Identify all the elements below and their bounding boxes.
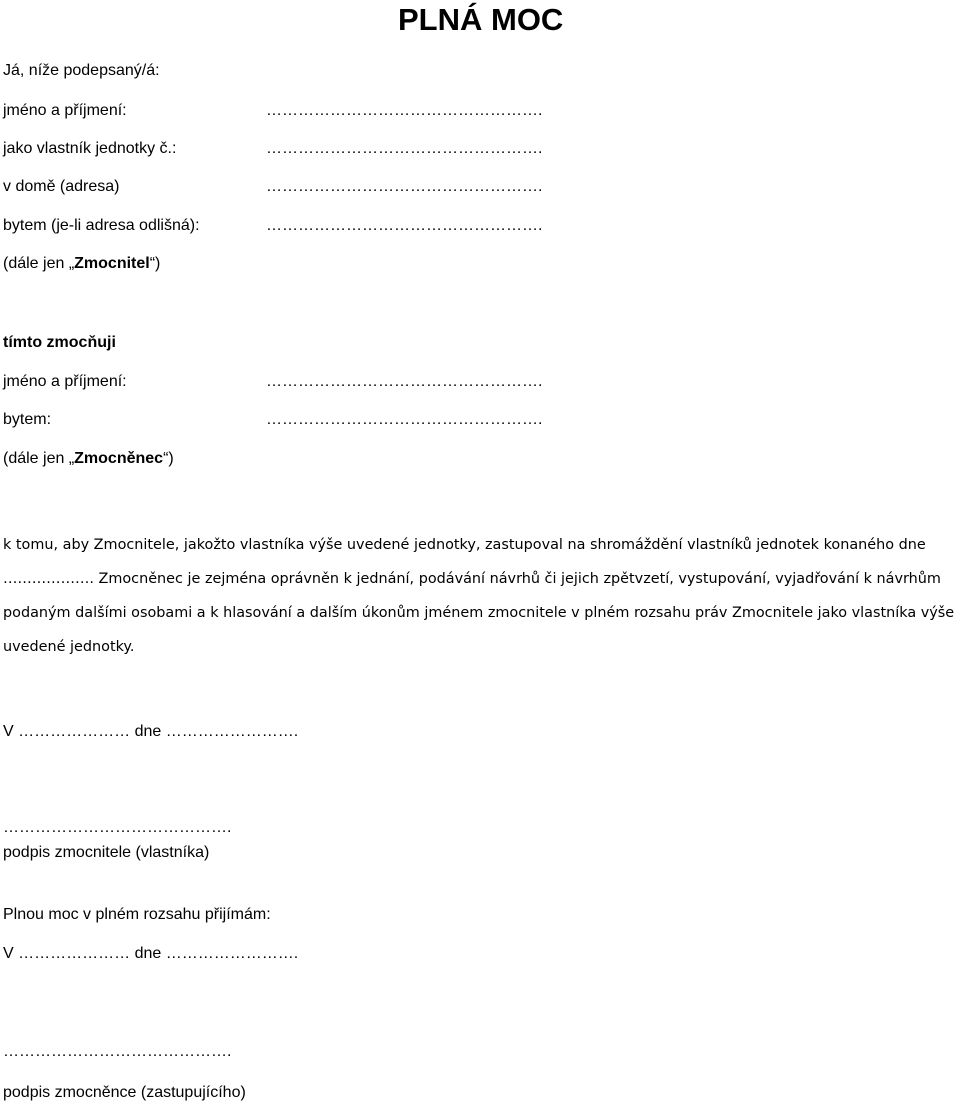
document-title: PLNÁ MOC <box>398 2 564 37</box>
paragraph-line: uvedené jednotky. <box>3 639 135 655</box>
place-date-line-2[interactable]: V ………………… dne ……………………. <box>3 945 299 962</box>
paragraph-line: ………………. Zmocněnec je zejména oprávněn k jednání, podávání návrhů či jejich zpětvzetí, vystupování, vyjadřování k návrhům <box>3 571 941 587</box>
agent-name-field[interactable]: ……………………………………………. <box>266 373 543 390</box>
agent-definition <box>3 449 174 469</box>
signature-line-2[interactable]: ……………………………………. <box>3 1043 232 1060</box>
intro-text: Já, níže podepsaný/á: <box>3 62 160 79</box>
grantor-residence-field[interactable]: ……………………………………………. <box>266 217 543 234</box>
agent-name-label: jméno a příjmení: <box>3 373 127 390</box>
grantor-address-label: v domě (adresa) <box>3 178 120 195</box>
grantor-name-label: jméno a příjmení: <box>3 102 127 119</box>
agent-residence-field[interactable]: ……………………………………………. <box>266 411 543 428</box>
signature-label-2: podpis zmocněnce (zastupujícího) <box>3 1084 246 1101</box>
grantor-def-suffix: “) <box>149 255 161 272</box>
grantor-address-field[interactable]: ……………………………………………. <box>266 178 543 195</box>
paragraph-line: podaným dalšími osobami a k hlasování a dalším úkonům jménem zmocnitele v plném rozsahu práv Zmocnitele jako vlastníka výše <box>3 605 955 621</box>
grantor-def-prefix: (dále jen „ <box>3 255 75 272</box>
acceptance-text: Plnou moc v plném rozsahu přijímám: <box>3 906 271 923</box>
signature-line-1[interactable]: ……………………………………. <box>3 819 232 836</box>
agent-residence-label: bytem: <box>3 411 52 428</box>
grantor-residence-label: bytem (je-li adresa odlišná): <box>3 217 200 234</box>
grantor-unit-label: jako vlastník jednotky č.: <box>3 140 177 157</box>
empower-heading: tímto zmocňuji <box>3 334 116 351</box>
agent-def-term: Zmocněnec <box>74 450 164 467</box>
grantor-unit-field[interactable]: ……………………………………………. <box>266 140 543 157</box>
place-date-line-1[interactable]: V ………………… dne ……………………. <box>3 723 299 740</box>
agent-def-prefix: (dále jen „ <box>3 450 75 467</box>
paragraph-line: k tomu, aby Zmocnitele, jakožto vlastníka výše uvedené jednotky, zastupoval na shromáždění vlastníků jednotek konaného dne <box>3 537 926 553</box>
agent-def-suffix: “) <box>163 450 174 467</box>
signature-label-1: podpis zmocnitele (vlastníka) <box>3 844 210 861</box>
grantor-name-field[interactable]: ……………………………………………. <box>266 102 543 119</box>
grantor-def-term: Zmocnitel <box>74 255 150 272</box>
grantor-definition <box>3 254 160 274</box>
